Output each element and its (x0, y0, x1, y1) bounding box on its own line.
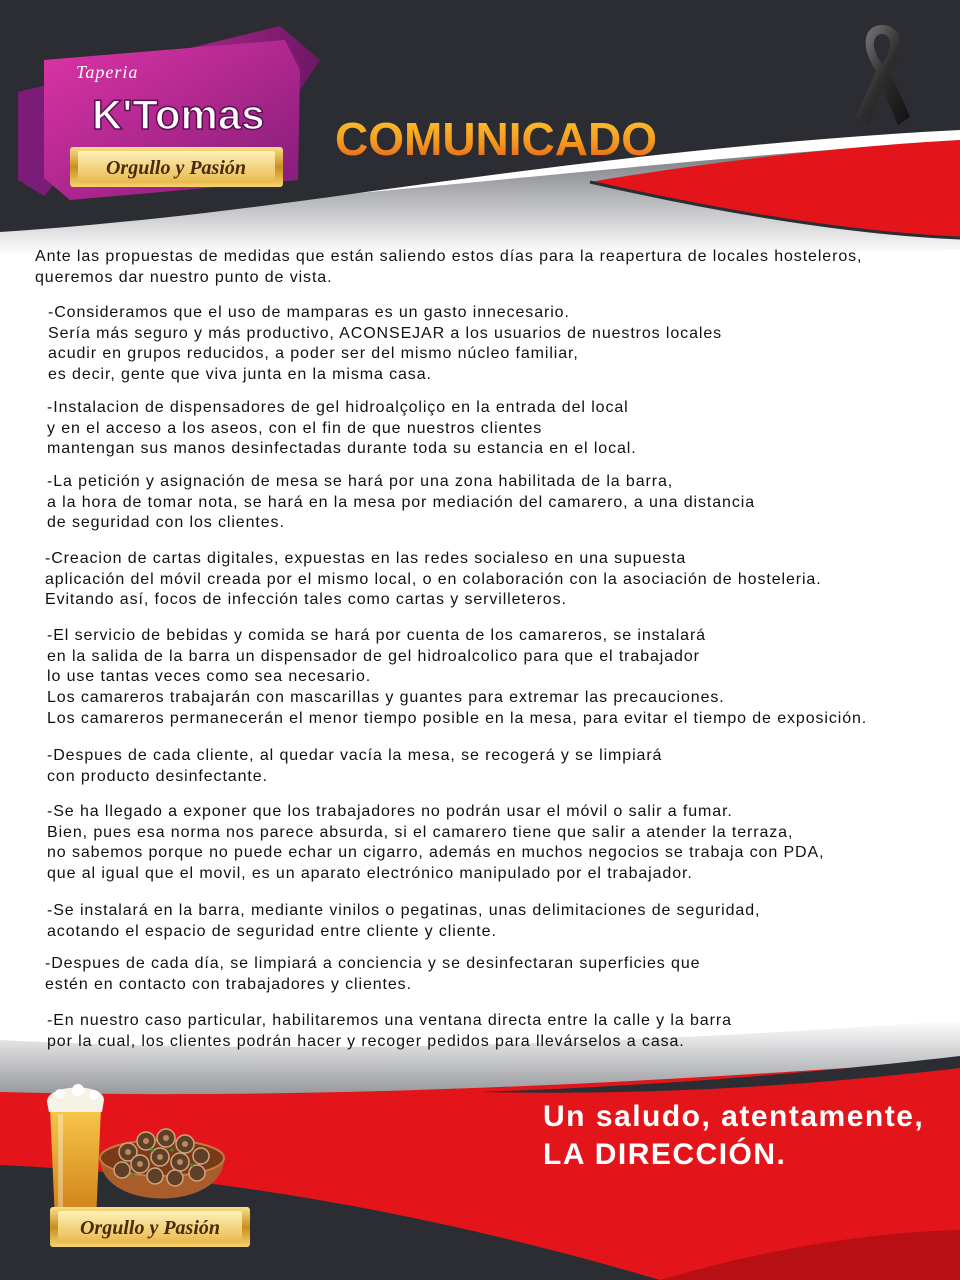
text-line: mantengan sus manos desinfectadas durante toda su estancia en el local. (47, 440, 637, 458)
text-line: que al igual que el movil, es un aparato electrónico manipulado por el trabajador. (47, 865, 693, 883)
text-line: y en el acceso a los aseos, con el fin de que nuestros clientes (47, 419, 543, 437)
closing-greeting: Un saludo, atentamente, (543, 1100, 925, 1133)
intro-paragraph (35, 247, 862, 288)
text-line: lo use tantas veces como sea necesario. (47, 668, 372, 686)
point-paragraph (45, 954, 700, 995)
text-line: es decir, gente que viva junta en la misma casa. (48, 366, 432, 384)
text-line: por la cual, los clientes podrán hacer y recoger pedidos para llevárselos a casa. (47, 1032, 685, 1050)
logo-brand-name: K'Tomas (92, 91, 265, 138)
text-line: -En nuestro caso particular, habilitaremos una ventana directa entre la calle y la barra (47, 1012, 732, 1029)
text-line: acotando el espacio de seguridad entre cliente y cliente. (47, 922, 497, 940)
text-line: acudir en grupos reducidos, a poder ser del mismo núcleo familiar, (48, 345, 579, 363)
text-line: de seguridad con los clientes. (47, 514, 285, 532)
point-paragraph (47, 1011, 732, 1052)
text-line: -La petición y asignación de mesa se hará por una zona habilitada de la barra, (47, 473, 674, 490)
text-line: -Creacion de cartas digitales, expuestas en las redes socialeso en una supuesta (45, 550, 687, 567)
text-line: -Se ha llegado a exponer que los trabajadores no podrán usar el móvil o salir a fumar. (47, 803, 733, 820)
logo-slogan: Orgullo y Pasión (105, 157, 247, 179)
point-paragraph (47, 746, 662, 787)
logo-small-text: Taperia (76, 62, 139, 82)
text-line: Sería más seguro y más productivo, ACONSEJAR a los usuarios de nuestros locales (48, 324, 723, 342)
text-line: aplicación del móvil creada por el mismo local, o en colaboración con la asociación de hosteleria. (45, 570, 822, 588)
point-paragraph (47, 802, 824, 885)
closing-signature (543, 1098, 924, 1174)
text-line: Bien, pues esa norma nos parece absurda, si el camarero tiene que salir a atender la terraza, (47, 823, 794, 841)
text-line: en la salida de la barra un dispensador de gel hidroalcolico para que el trabajador (47, 647, 700, 665)
text-line: Los camareros trabajarán con mascarillas y guantes para extremar las precauciones. (47, 689, 725, 707)
text-line: -El servicio de bebidas y comida se hará por cuenta de los camareros, se instalará (47, 627, 706, 644)
point-paragraph (48, 303, 722, 386)
text-line: Evitando así, focos de infección tales como cartas y servilleteros. (45, 591, 567, 609)
point-paragraph (47, 398, 637, 460)
point-paragraph (47, 472, 755, 534)
text-line: estén en contacto con trabajadores y clientes. (45, 975, 412, 993)
text-line: a la hora de tomar nota, se hará en la mesa por mediación del camarero, a una distancia (47, 493, 755, 511)
text-line: Ante las propuestas de medidas que están saliendo estos días para la reapertura de locales hosteleros, (35, 248, 863, 265)
point-paragraph (45, 549, 822, 611)
point-paragraph (47, 901, 760, 942)
page-title: COMUNICADO (335, 113, 657, 165)
text-line: -Instalacion de dispensadores de gel hidroalçoliço en la entrada del local (47, 399, 629, 416)
text-line: queremos dar nuestro punto de vista. (35, 268, 333, 286)
text-line: no sabemos porque no puede echar un cigarro, además en muchos negocios se trabaja con PDA, (47, 844, 825, 862)
text-line: -Despues de cada día, se limpiará a conciencia y se desinfectaran superficies que (45, 955, 701, 972)
text-line: -Consideramos que el uso de mamparas es un gasto innecesario. (48, 304, 570, 321)
text-line: -Despues de cada cliente, al quedar vacía la mesa, se recogerá y se limpiará (47, 747, 663, 764)
closing-signer: LA DIRECCIÓN. (543, 1138, 787, 1171)
text-line: -Se instalará en la barra, mediante vinilos o pegatinas, unas delimitaciones de seguridad, (47, 902, 761, 919)
point-paragraph (47, 626, 867, 730)
footer-slogan: Orgullo y Pasión (79, 1217, 221, 1239)
text-line: Los camareros permanecerán el menor tiempo posible en la mesa, para evitar el tiempo de exposición. (47, 709, 868, 727)
text-line: con producto desinfectante. (47, 767, 268, 785)
